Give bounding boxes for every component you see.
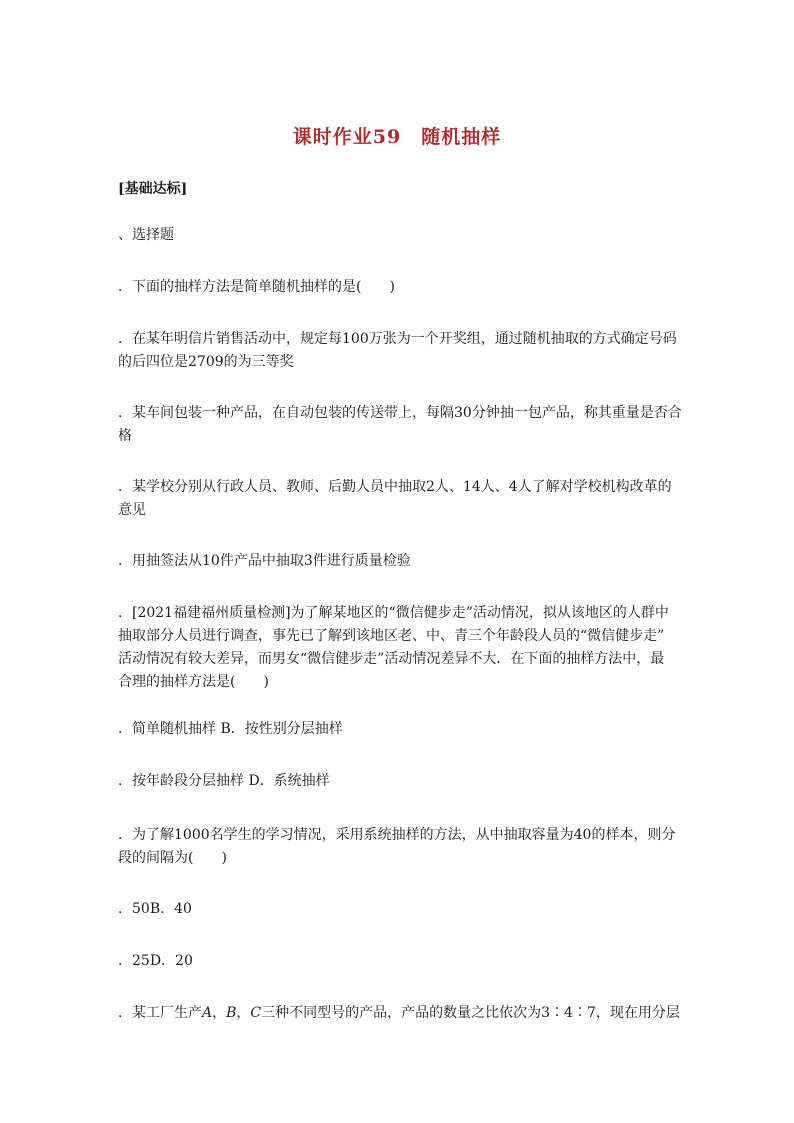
question-3-options-cd: ．25D．20 (118, 953, 193, 969)
subsection-heading: 、选择题 (118, 227, 174, 243)
page-title: 课时作业59 随机抽样 (292, 126, 502, 148)
question-2-line-4: 合理的抽样方法是( ) (118, 674, 269, 690)
question-1-option-b-line-2: 格 (118, 428, 132, 444)
question-2-line-3: 活动情况有较大差异，而男女“微信健步走”活动情况差异不大．在下面的抽样方法中，最 (118, 651, 665, 667)
question-1-option-c-line-2: 意见 (118, 502, 146, 518)
question-1-option-a-line-2: 的后四位是2709的为三等奖 (118, 354, 294, 370)
question-2-options-ab: ．简单随机抽样 B．按性别分层抽样 (118, 721, 343, 737)
question-1-option-a-line-1: ．在某年明信片销售活动中，规定每100万张为一个开奖组，通过随机抽取的方式确定号码 (118, 331, 677, 347)
product-c-variable: C (250, 1005, 262, 1021)
question-3-options-ab: ．50B．40 (118, 901, 192, 917)
question-1-option-c-line-1: ．某学校分别从行政人员、教师、后勤人员中抽取2人、14人、4人了解对学校机构改革的 (118, 479, 672, 495)
question-4-line-1 (118, 1002, 684, 1025)
separator: ， (236, 1005, 251, 1021)
question-1-option-b-line-1: ．某车间包装一种产品，在自动包装的传送带上，每隔30分钟抽一包产品，称其重量是否合 (118, 405, 682, 421)
question-2-options-cd: ．按年龄段分层抽样 D．系统抽样 (118, 773, 330, 789)
product-b-variable: B (226, 1005, 237, 1021)
product-a-variable: A (202, 1005, 213, 1021)
question-4-prefix: ．某工厂生产 (118, 1005, 202, 1021)
question-4-suffix: 三种不同型号的产品，产品的数量之比依次为3∶4∶7，现在用分层 (261, 1005, 680, 1021)
question-3-line-2: 段的间隔为( ) (118, 850, 227, 866)
question-2-line-1: ．[2021福建福州质量检测]为了解某地区的“微信健步走”活动情况，拟从该地区的人群中 (118, 605, 669, 621)
question-1-stem: ．下面的抽样方法是简单随机抽样的是( ) (118, 279, 395, 295)
section-label: [基础达标] (118, 181, 188, 197)
question-1-option-d: ．用抽签法从10件产品中抽取3件进行质量检验 (118, 553, 411, 569)
separator: ， (212, 1005, 227, 1021)
question-3-line-1: ．为了解1000名学生的学习情况，采用系统抽样的方法，从中抽取容量为40的样本，则分 (118, 827, 676, 843)
question-2-line-2: 抽取部分人员进行调查，事先已了解到该地区老、中、青三个年龄段人员的“微信健步走” (118, 628, 665, 644)
